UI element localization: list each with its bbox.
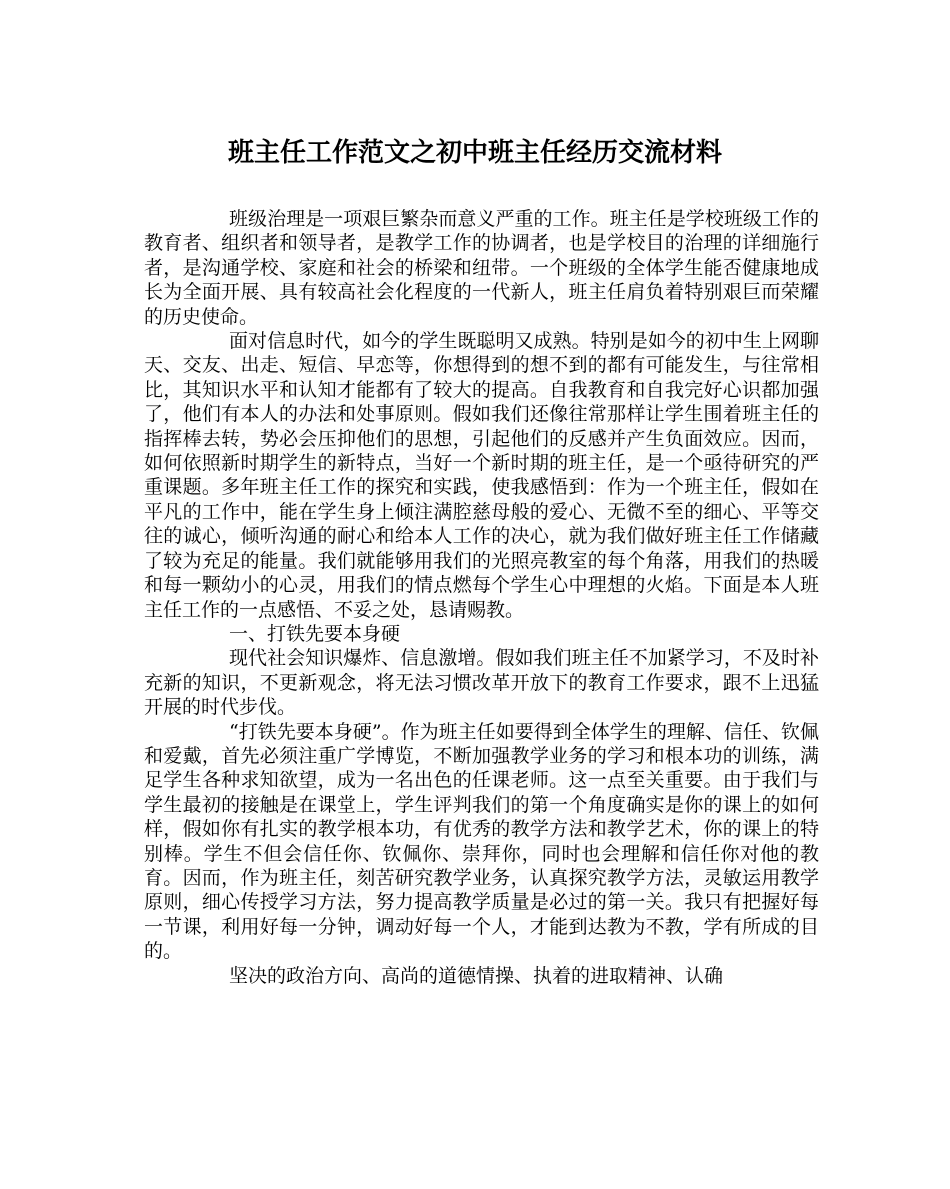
paragraph-information-era: 面对信息时代，如今的学生既聪明又成熟。特别是如今的初中生上网聊天、交友、出走、短信、早恋等，你想得到的想不到的都有可能发生，与往常相比，其知识水平和认知才能都有了较大的提高。自我教育和自我完好心识都加强了，他们有本人的办法和处事原则。假如我们还像往常那样让学生围着班主任的指挥棒去转，势必会压抑他们的思想，引起他们的反感并产生负面效应。因而，如何依照新时期学生的新特点，当好一个新时期的班主任，是一个亟待研究的严重课题。多年班主任工作的探究和实践，使我感悟到：作为一个班主任，假如在平凡的工作中，能在学生身上倾注满腔慈母般的爱心、无微不至的细心、平等交往的诚心，倾听沟通的耐心和给本人工作的决心，就为我们做好班主任工作储藏了较为充足的能量。我们就能够用我们的光照亮教室的每个角落，用我们的热暖和每一颗幼小的心灵，用我们的情点燃每个学生心中理想的火焰。下面是本人班主任工作的一点感悟、不妥之处，恳请赐教。	[144, 330, 819, 621]
section-heading-1: 一、打铁先要本身硬	[229, 622, 401, 645]
paragraph-self-discipline: “打铁先要本身硬”。作为班主任如要得到全体学生的理解、信任、钦佩和爱戴，首先必须注重广学博览，不断加强教学业务的学习和根本功的训练，满足学生各种求知欲望，成为一名出色的任课老师。这一点至关重要。由于我们与学生最初的接触是在课堂上，学生评判我们的第一个角度确实是你的课上的如何样，假如你有扎实的教学根本功，有优秀的教学方法和教学艺术，你的课上的特别棒。学生不但会信任你、钦佩你、崇拜你，同时也会理解和信任你对他的教育。因而，作为班主任，刻苦研究教学业务，认真探究教学方法，灵敏运用教学原则，细心传授学习方法，努力提高教学质量是必过的第一关。我只有把握好每一节课，利用好每一分钟，调动好每一个人，才能到达教为不教，学有所成的目的。	[144, 720, 819, 963]
document-title: 班主任工作范文之初中班主任经历交流材料	[227, 138, 722, 168]
paragraph-intro: 班级治理是一项艰巨繁杂而意义严重的工作。班主任是学校班级工作的教育者、组织者和领导者，是教学工作的协调者，也是学校目的治理的详细施行者，是沟通学校、家庭和社会的桥梁和纽带。一个班级的全体学生能否健康地成长为全面开展、具有较高社会化程度的一代新人，班主任肩负着特别艰巨而荣耀的历史使命。	[144, 208, 819, 328]
paragraph-political-direction: 坚决的政治方向、高尚的道德情操、执着的进取精神、认确	[229, 964, 724, 987]
paragraph-knowledge: 现代社会知识爆炸、信息激增。假如我们班主任不加紧学习，不及时补充新的知识，不更新观念，将无法习惯改革开放下的教育工作要求，跟不上迅猛开展的时代步伐。	[144, 647, 819, 719]
document-body	[144, 207, 819, 988]
